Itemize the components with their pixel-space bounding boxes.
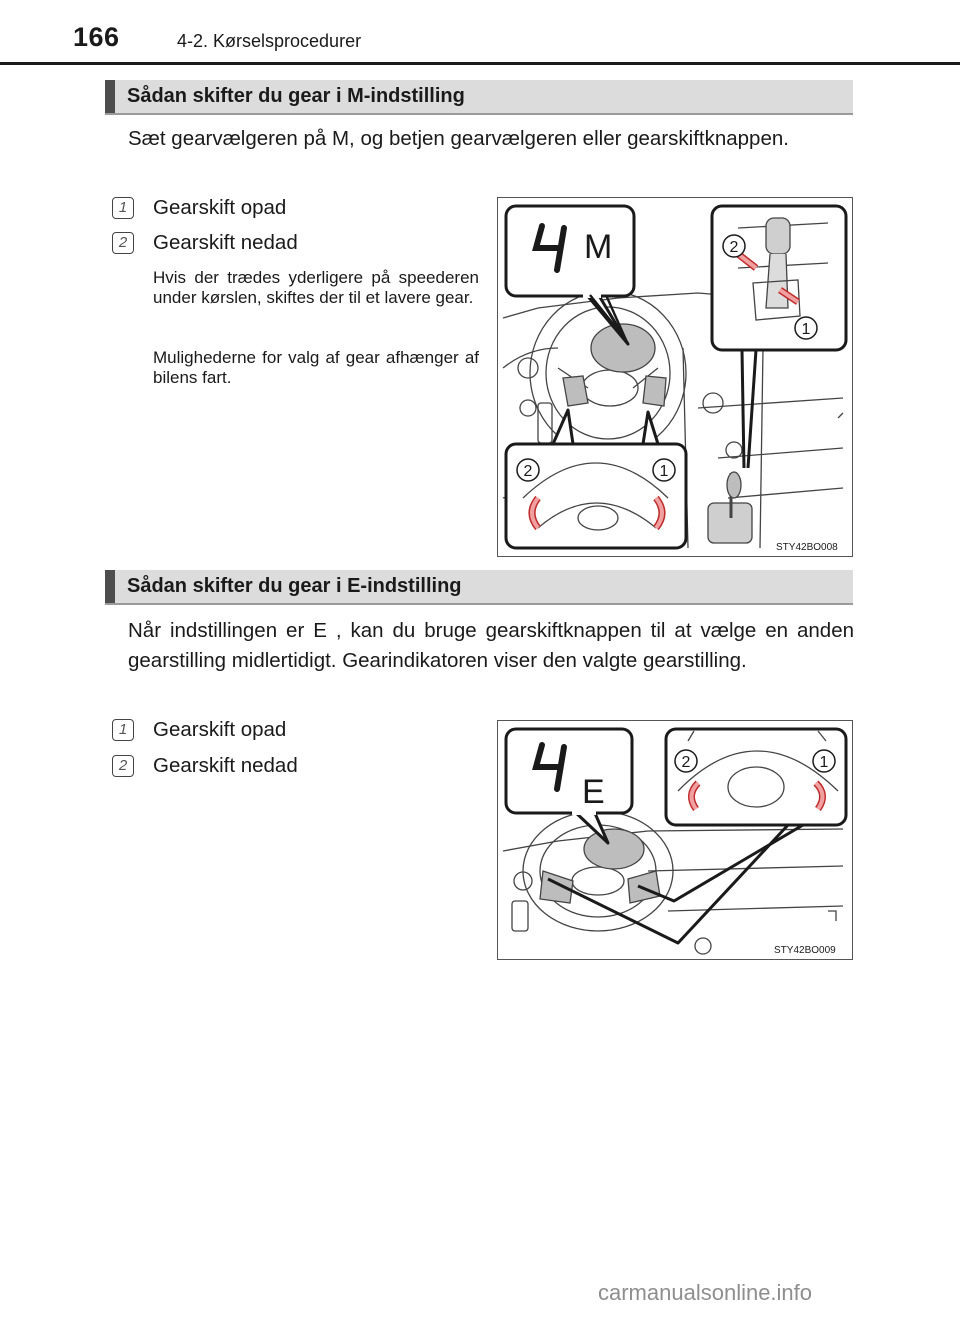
figure-code: STY42BO009 — [774, 945, 836, 956]
section-title-e: Sådan skifter du gear i E-indstilling — [127, 575, 462, 597]
step-label: Gearskift nedad — [153, 754, 298, 777]
step-number-badge: 1 — [112, 197, 134, 219]
step-number-badge: 1 — [112, 719, 134, 741]
section-heading-e — [105, 570, 853, 605]
step-label: Gearskift nedad — [153, 231, 298, 254]
step-number-badge: 2 — [112, 755, 134, 777]
heading-bar — [105, 570, 115, 603]
figure-e-illustration — [498, 721, 851, 958]
section-heading-m — [105, 80, 853, 115]
page-number: 166 — [73, 22, 120, 52]
section-m-intro: Sæt gearvælgeren på M, og betjen gearvælgeren eller gearskiftknappen. — [128, 127, 789, 150]
step-number-badge: 2 — [112, 232, 134, 254]
callout-number: 1 — [659, 463, 669, 480]
note-paragraph: Hvis der trædes yderligere på speederen under kørslen, skiftes der til et lavere gear. — [153, 268, 479, 307]
mode-letter-m: M — [584, 228, 613, 266]
step-label: Gearskift opad — [153, 718, 287, 741]
callout-number: 1 — [801, 321, 811, 338]
chapter-title: 4-2. Kørselsprocedurer — [177, 31, 362, 51]
figure-e-mode — [497, 720, 853, 960]
callout-number: 1 — [819, 754, 829, 771]
gear-display-callout — [506, 206, 634, 344]
section-title-m: Sådan skifter du gear i M-indstilling — [127, 85, 465, 107]
shift-knob-callout — [712, 206, 846, 468]
header-rule — [0, 62, 960, 65]
watermark: carmanualsonline.info — [598, 1280, 813, 1305]
callout-number: 2 — [729, 239, 739, 256]
mode-letter-e: E — [582, 773, 605, 811]
step-label: Gearskift opad — [153, 196, 287, 219]
figure-m-illustration — [498, 198, 851, 555]
figure-m-mode — [497, 197, 853, 557]
heading-bar — [105, 80, 115, 113]
callout-number: 2 — [681, 754, 691, 771]
section-e-intro: Når indstillingen er E , kan du bruge gearskiftknappen til at vælge en anden gearstilling midlertidigt. Gearindikatoren viser den valgte gearstilling. — [128, 619, 854, 672]
paddle-callout — [506, 410, 686, 548]
callout-number: 2 — [523, 463, 533, 480]
note-paragraph: Mulighederne for valg af gear afhænger af bilens fart. — [153, 348, 479, 387]
figure-code: STY42BO008 — [776, 542, 838, 553]
